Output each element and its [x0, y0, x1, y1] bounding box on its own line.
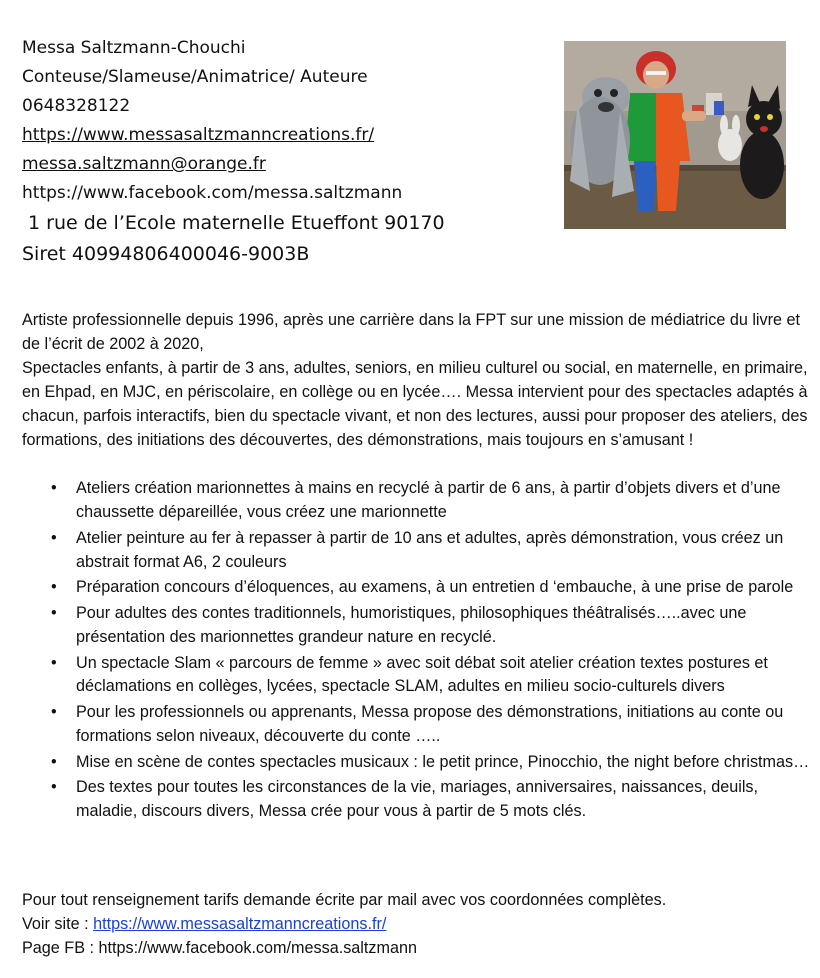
bullet-icon: • [51, 479, 57, 497]
list-item-text: Pour adultes des contes traditionnels, humoristiques, philosophiques théâtralisés…..avec une présentation des marionnettes grandeur nature en recyclé. [76, 603, 747, 646]
email-link[interactable]: messa.saltzmann@orange.fr [22, 154, 266, 174]
list-item-text: Des textes pour toutes les circonstances de la vie, mariages, anniversaires, naissances, deuils, maladie, discours divers, Messa crée pour vous à partir de 5 mots clés. [76, 778, 759, 821]
photo-illustration [564, 41, 786, 229]
bullet-icon: • [51, 528, 57, 547]
list-item-text: Pour les professionnels ou apprenants, Messa propose des démonstrations, initiations au conte ou formations selon niveaux, découverte du conte ….. [76, 703, 784, 746]
postal-address: 1 rue de l’Ecole maternelle Etueffont 90170 [22, 212, 445, 234]
bullet-icon: • [51, 703, 57, 722]
bullet-icon: • [51, 752, 57, 771]
intro-paragraph-audiences: Spectacles enfants, à partir de 3 ans, adultes, seniors, en milieu culturel ou social, en maternelle, en primaire, en Ehpad, en MJC, en périscolaire, en collège ou en lycée…. Messa intervient pour des spectacles adaptés à chacun, parfois interactifs, bien du spectacle vivant, et non des lectures, aussi pour proposer des ateliers, des formations, des initiations des découvertes, des démonstrations, mais toujours en s’amusant ! [22, 358, 808, 449]
list-item [22, 751, 812, 775]
list-item [22, 701, 812, 749]
performer-with-puppets-photo [564, 41, 786, 229]
list-item [22, 652, 812, 700]
info-request-text: Pour tout renseignement tarifs demande écrite par mail avec vos coordonnées complètes. [22, 891, 667, 909]
bullet-icon: • [51, 603, 57, 622]
list-item [22, 527, 812, 575]
siret-number: Siret 40994806400046-9003B [22, 243, 310, 265]
list-item-text: Un spectacle Slam « parcours de femme » avec soit débat soit atelier création textes postures et déclamations en collèges, lycées, spectacle SLAM, adultes en milieu socio-culturels divers [76, 653, 768, 696]
list-item [22, 477, 812, 525]
intro-section [22, 309, 812, 452]
site-line [22, 913, 812, 937]
footer-section [22, 889, 812, 961]
bullet-icon: • [51, 578, 57, 597]
list-item [22, 602, 812, 650]
facebook-url: https://www.facebook.com/messa.saltzmann [22, 183, 403, 203]
contact-header [22, 34, 542, 270]
website-link[interactable]: https://www.messasaltzmanncreations.fr/ [22, 125, 375, 145]
list-item [22, 776, 812, 824]
intro-paragraph-career: Artiste professionnelle depuis 1996, après une carrière dans la FPT sur une mission de médiatrice du livre et de l’écrit de 2002 à 2020, [22, 311, 801, 353]
site-link[interactable]: https://www.messasaltzmanncreations.fr/ [93, 914, 387, 933]
list-item-text: Atelier peinture au fer à repasser à partir de 10 ans et adultes, après démonstration, vous créez un abstrait format A6, 2 couleurs [76, 528, 784, 571]
list-item-text: Mise en scène de contes spectacles musicaux : le petit prince, Pinocchio, the night before christmas… [76, 752, 810, 771]
site-label: Voir site : [22, 914, 94, 933]
bullet-icon: • [51, 653, 57, 672]
author-name: Messa Saltzmann-Chouchi [22, 38, 246, 58]
offers-list [22, 477, 812, 826]
bullet-icon: • [51, 778, 57, 797]
phone-number: 0648328122 [22, 96, 131, 116]
list-item [22, 576, 812, 600]
list-item-text: Ateliers création marionnettes à mains en recyclé à partir de 6 ans, à partir d’objets divers et d’une chaussette dépareillée, vous créez une marionnette [76, 479, 781, 521]
author-roles: Conteuse/Slameuse/Animatrice/ Auteure [22, 67, 368, 87]
list-item-text: Préparation concours d’éloquences, au examens, à un entretien d ‘embauche, à une prise de parole [76, 578, 794, 597]
facebook-page-line: Page FB : https://www.facebook.com/messa.saltzmann [22, 938, 417, 957]
